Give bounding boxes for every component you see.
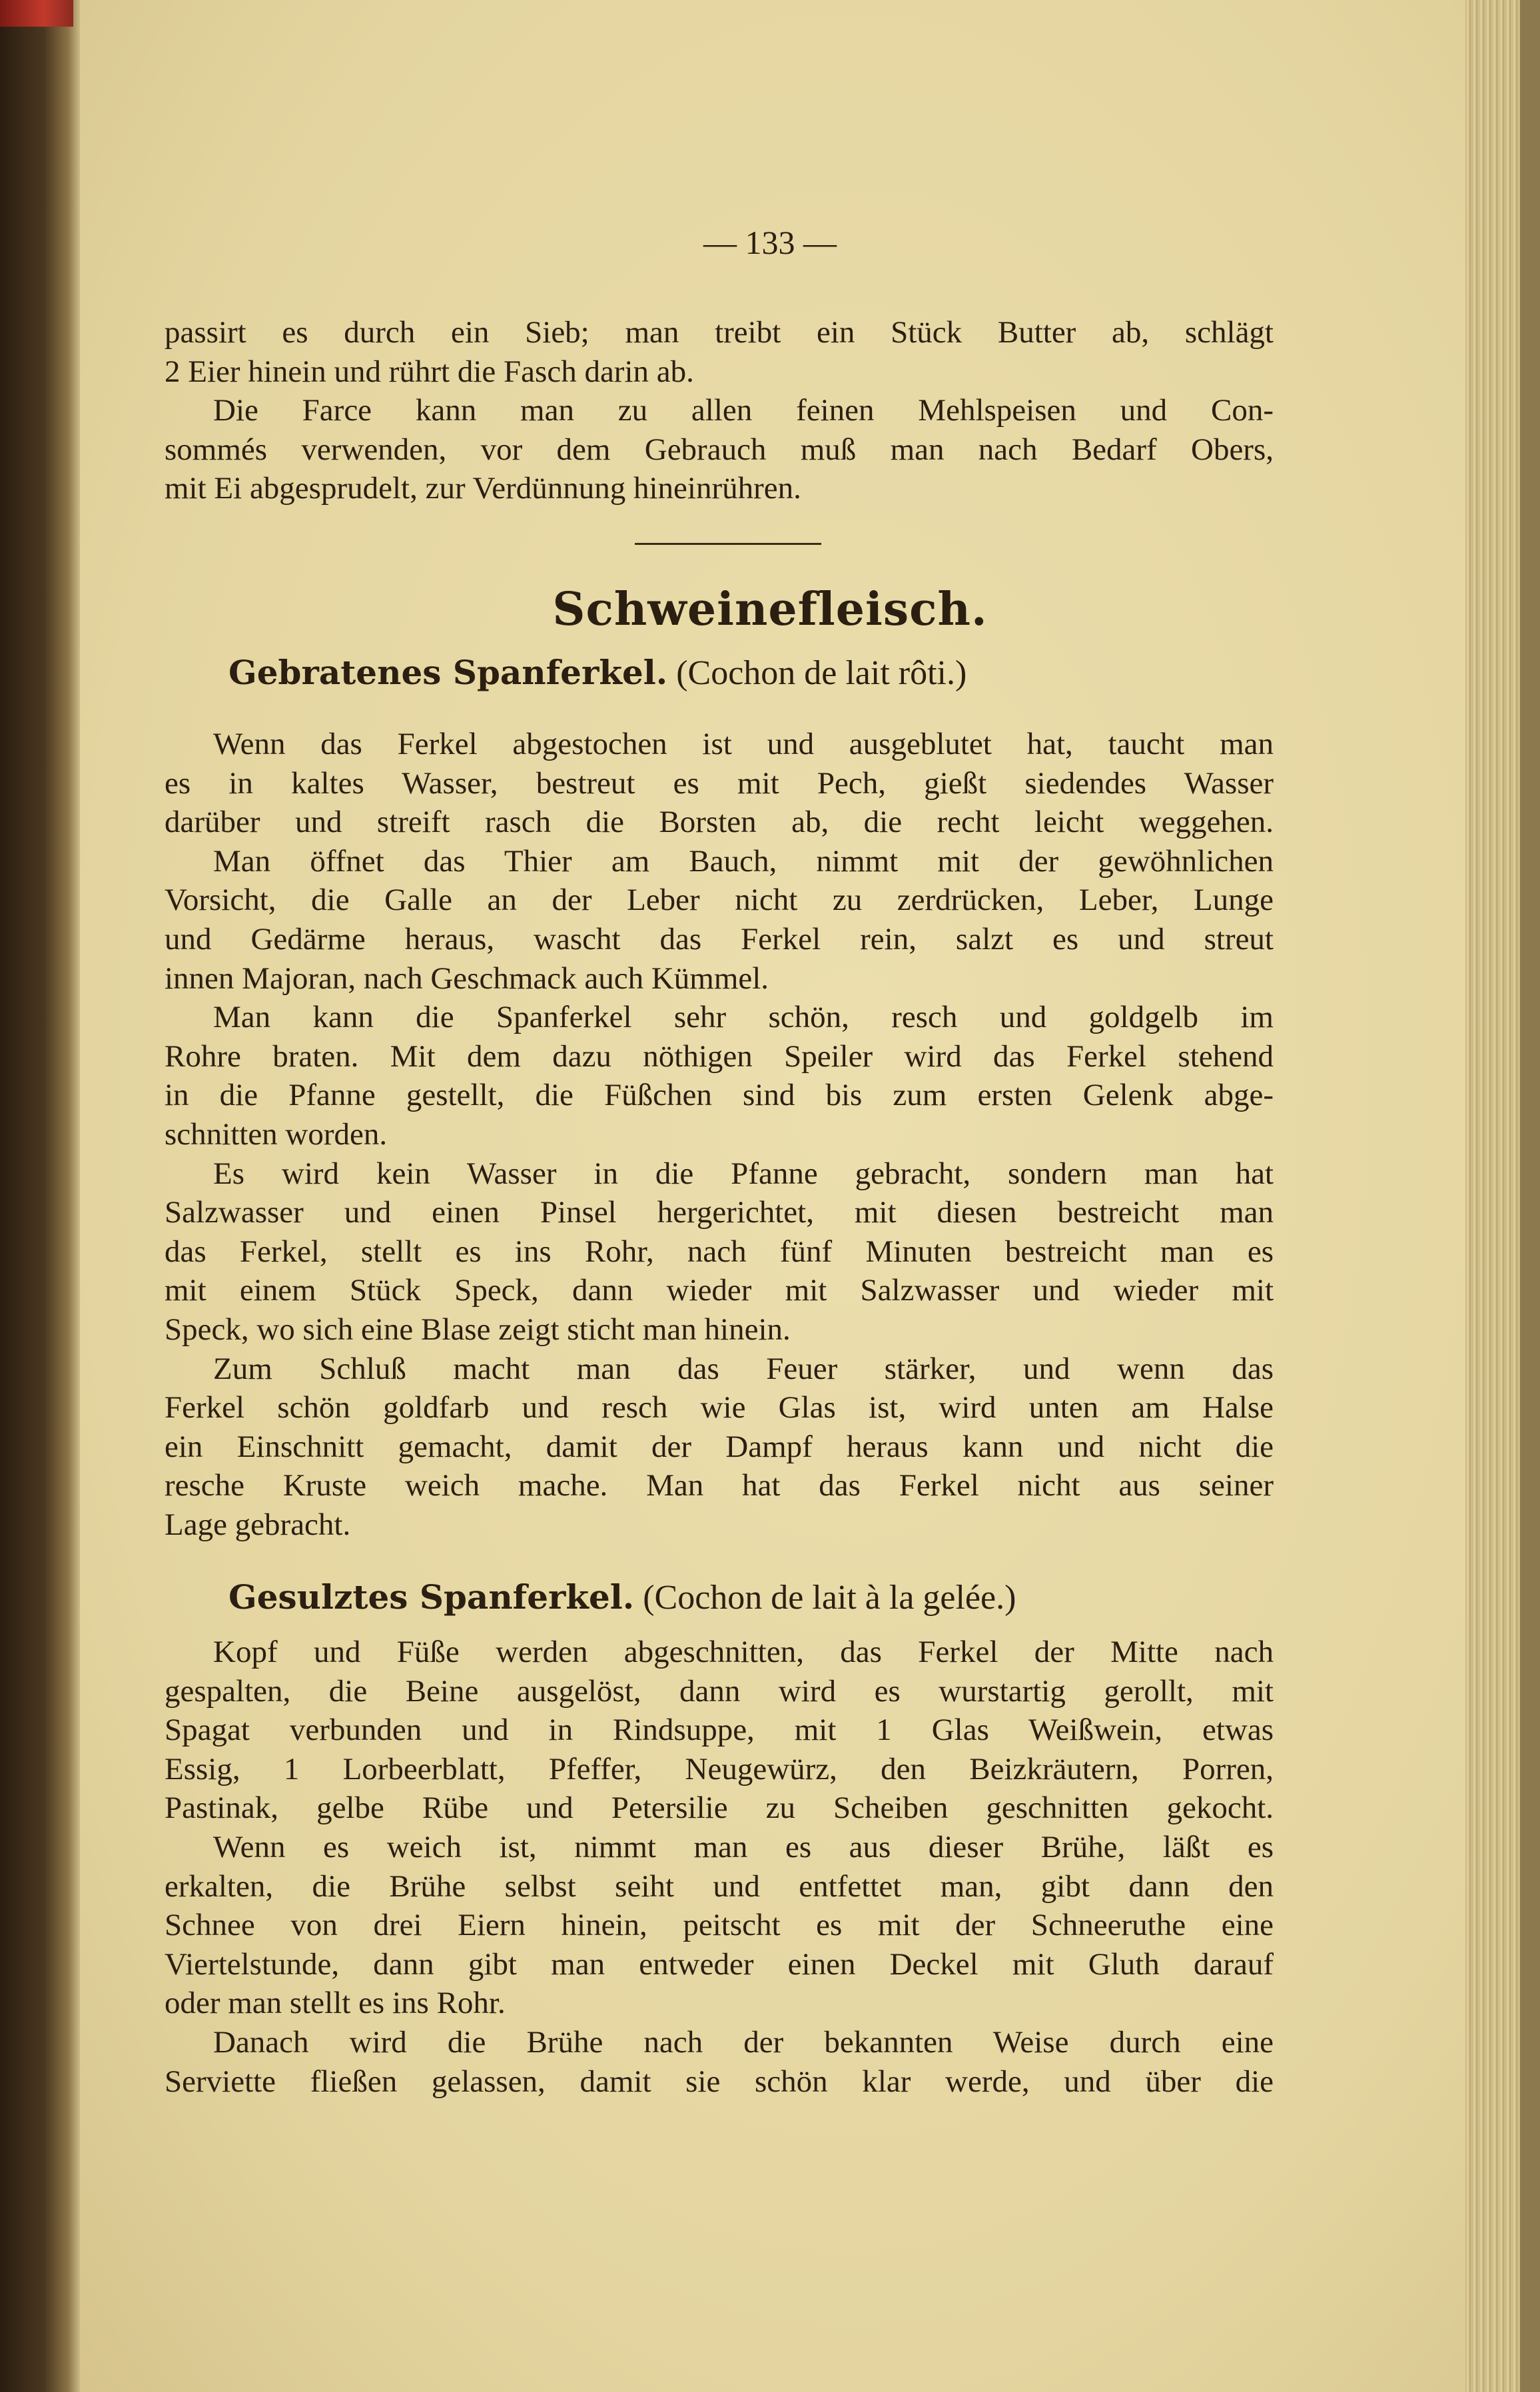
text-line: erkalten, die Brühe selbst seiht und entfettet man, gibt dann den [165, 1868, 1274, 1904]
paragraph [165, 1154, 1274, 1350]
paragraph [165, 1828, 1274, 2023]
text-line: innen Majoran, nach Geschmack auch Kümmel. [165, 961, 769, 996]
text-line: Kopf und Füße werden abgeschnitten, das Ferkel der Mitte nach [213, 1635, 1274, 1669]
text-line: Serviette fließen gelassen, damit sie schön klar werde, und über die [165, 2064, 1274, 2099]
text-line: Vorsicht, die Galle an der Leber nicht zu zerdrücken, Leber, Lunge [165, 883, 1274, 918]
text-line: Essig, 1 Lorbeerblatt, Pfeffer, Neugewürz, den Beizkräutern, Porren, [165, 1751, 1274, 1787]
paragraph [165, 1350, 1274, 1545]
recipe-title: Gebratenes Spanferkel. [228, 653, 668, 692]
text-line: Viertelstunde, dann gibt man entweder einen Deckel mit Gluth darauf [165, 1946, 1274, 1982]
text-line: oder man stellt es ins Rohr. [165, 1986, 506, 2021]
section-divider [635, 543, 821, 545]
recipe-subtitle: (Cochon de lait à la gelée.) [643, 1579, 1016, 1617]
text-line: Man kann die Spanferkel sehr schön, resch und goldgelb im [213, 1000, 1274, 1035]
paragraph [165, 313, 1274, 391]
text-line: Schnee von drei Eiern hinein, peitscht es mit der Schneeruthe eine [165, 1908, 1274, 1943]
text-line: Ferkel schön goldfarb und resch wie Glas ist, wird unten am Halse [165, 1390, 1274, 1425]
text-line: 2 Eier hinein und rührt die Fasch darin ab. [165, 354, 694, 389]
page-number: — 133 — [703, 224, 837, 261]
text-block-roast [165, 725, 1274, 1544]
text-line: mit Ei abgesprudelt, zur Verdünnung hineinrühren. [165, 471, 801, 506]
text-line: ein Einschnitt gemacht, damit der Dampf heraus kann und nicht die [165, 1429, 1274, 1464]
text-line: Rohre braten. Mit dem dazu nöthigen Speiler wird das Ferkel stehend [165, 1038, 1274, 1074]
text-line: darüber und streift rasch die Borsten ab, die recht leicht weggehen. [165, 805, 1274, 840]
text-block-intro [165, 313, 1274, 508]
paragraph [165, 1633, 1274, 1828]
text-line: es in kaltes Wasser, bestreut es mit Pech, gießt siedendes Wasser [165, 765, 1274, 801]
text-line: Speck, wo sich eine Blase zeigt sticht man hinein. [165, 1312, 791, 1347]
paragraph [165, 391, 1274, 508]
page-edges [1465, 0, 1540, 2392]
text-line: Salzwasser und einen Pinsel hergerichtet, mit diesen bestreicht man [165, 1195, 1274, 1230]
red-edge-mark [0, 0, 73, 27]
recipe-title: Gesulztes Spanferkel. [228, 1577, 635, 1617]
paragraph [165, 842, 1274, 998]
recipe-subtitle: (Cochon de lait rôti.) [676, 654, 967, 692]
text-line: Wenn es weich ist, nimmt man es aus dieser Brühe, läßt es [213, 1829, 1274, 1864]
text-line: Spagat verbunden und in Rindsuppe, mit 1 Glas Weißwein, etwas [165, 1713, 1274, 1748]
paragraph [165, 998, 1274, 1154]
text-line: Zum Schluß macht man das Feuer stärker, und wenn das [213, 1351, 1274, 1386]
text-line: Man öffnet das Thier am Bauch, nimmt mit der gewöhnlichen [213, 843, 1274, 879]
paragraph [165, 2023, 1274, 2101]
recipe-heading [228, 653, 966, 693]
text-line: in die Pfanne gestellt, die Füßchen sind bis zum ersten Gelenk abge- [165, 1078, 1274, 1113]
text-line: schnitten worden. [165, 1116, 388, 1152]
book-spine-shadow [0, 0, 80, 2392]
text-line: Lage gebracht. [165, 1507, 351, 1542]
text-line: resche Kruste weich mache. Man hat das Ferkel nicht aus seiner [165, 1468, 1274, 1503]
text-line: und Gedärme heraus, wascht das Ferkel rein, salzt es und streut [165, 921, 1274, 957]
text-line: Danach wird die Brühe nach der bekannten Weise durch eine [213, 2024, 1274, 2060]
text-line: gespalten, die Beine ausgelöst, dann wird es wurstartig gerollt, mit [165, 1673, 1274, 1709]
text-line: Pastinak, gelbe Rübe und Petersilie zu Scheiben geschnitten gekocht. [165, 1791, 1274, 1826]
text-line: mit einem Stück Speck, dann wieder mit Salzwasser und wieder mit [165, 1273, 1274, 1308]
text-line: passirt es durch ein Sieb; man treibt ein Stück Butter ab, schlägt [165, 315, 1274, 350]
text-block-jelly [165, 1633, 1274, 2101]
text-line: das Ferkel, stellt es ins Rohr, nach fünf Minuten bestreicht man es [165, 1234, 1274, 1269]
text-line: sommés verwenden, vor dem Gebrauch muß man nach Bedarf Obers, [165, 432, 1274, 467]
text-line: Die Farce kann man zu allen feinen Mehlspeisen und Con- [213, 393, 1274, 428]
text-line: Es wird kein Wasser in die Pfanne gebracht, sondern man hat [213, 1156, 1274, 1191]
paragraph [165, 725, 1274, 842]
section-heading: Schweinefleisch. [552, 583, 988, 636]
recipe-heading [228, 1577, 1016, 1617]
text-line: Wenn das Ferkel abgestochen ist und ausgeblutet hat, taucht man [213, 727, 1274, 761]
